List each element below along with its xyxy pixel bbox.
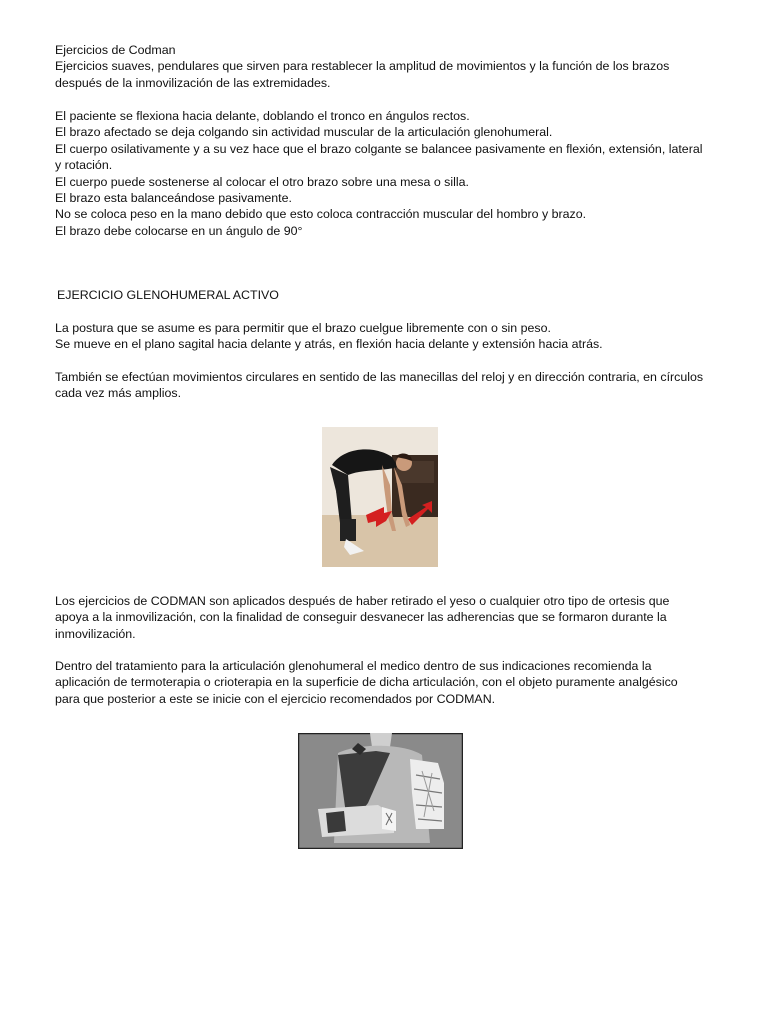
sling-illustration — [298, 733, 463, 849]
posture-block — [55, 320, 705, 353]
circular-paragraph: También se efectúan movimientos circulares en sentido de las manecillas del reloj y en dirección contraria, en círculos cada vez más amplios. — [55, 370, 704, 401]
step-line: El brazo afectado se deja colgando sin actividad muscular de la articulación glenohumeral. — [55, 125, 553, 140]
posture-line: Se mueve en el plano sagital hacia delante y atrás, en flexión hacia delante y extensión hacia atrás. — [55, 337, 603, 352]
step-line: No se coloca peso en la mano debido que esto coloca contracción muscular del hombro y brazo. — [55, 207, 587, 222]
step-line: El cuerpo osilativamente y a su vez hace que el brazo colgante se balancee pasivamente en flexión, extensión, lateral y rotación. — [55, 141, 703, 173]
steps-list — [55, 108, 705, 239]
step-line: El paciente se flexiona hacia delante, doblando el tronco en ángulos rectos. — [55, 109, 470, 123]
intro-description: Ejercicios suaves, pendulares que sirven para restablecer la amplitud de movimientos y la función de los brazos después de la inmovilización de las extremidades. — [55, 59, 670, 90]
intro-block — [55, 42, 705, 91]
treatment-paragraph: Dentro del tratamiento para la articulación glenohumeral el medico dentro de sus indicaciones recomienda la aplicación de termoterapia o crioterapia en la superficie de dicha articulación, con el objeto puramente analgésico para que posterior a este se inicie con el ejercicio recomendados por CODMAN. — [55, 659, 678, 706]
circular-block — [55, 369, 705, 402]
step-line: El brazo debe colocarse en un ángulo de 90° — [55, 223, 303, 238]
posture-line: La postura que se asume es para permitir que el brazo cuelgue libremente con o sin peso. — [55, 321, 551, 335]
step-line: El brazo esta balanceándose pasivamente. — [55, 191, 292, 206]
section-heading-block — [57, 287, 707, 303]
pendulum-exercise-photo — [322, 427, 438, 567]
section-heading: EJERCICIO GLENOHUMERAL ACTIVO — [57, 288, 279, 302]
step-line: El cuerpo puede sostenerse al colocar el otro brazo sobre una mesa o silla. — [55, 174, 469, 189]
intro-title: Ejercicios de Codman — [55, 43, 176, 57]
codman-application-block — [55, 593, 705, 642]
treatment-block — [55, 658, 705, 707]
codman-application-paragraph: Los ejercicios de CODMAN son aplicados después de haber retirado el yeso o cualquier otro tipo de ortesis que apoya a la inmovilización, con la finalidad de conseguir desvanecer las adherencias que se formaron durante la inmovilización. — [55, 594, 670, 641]
